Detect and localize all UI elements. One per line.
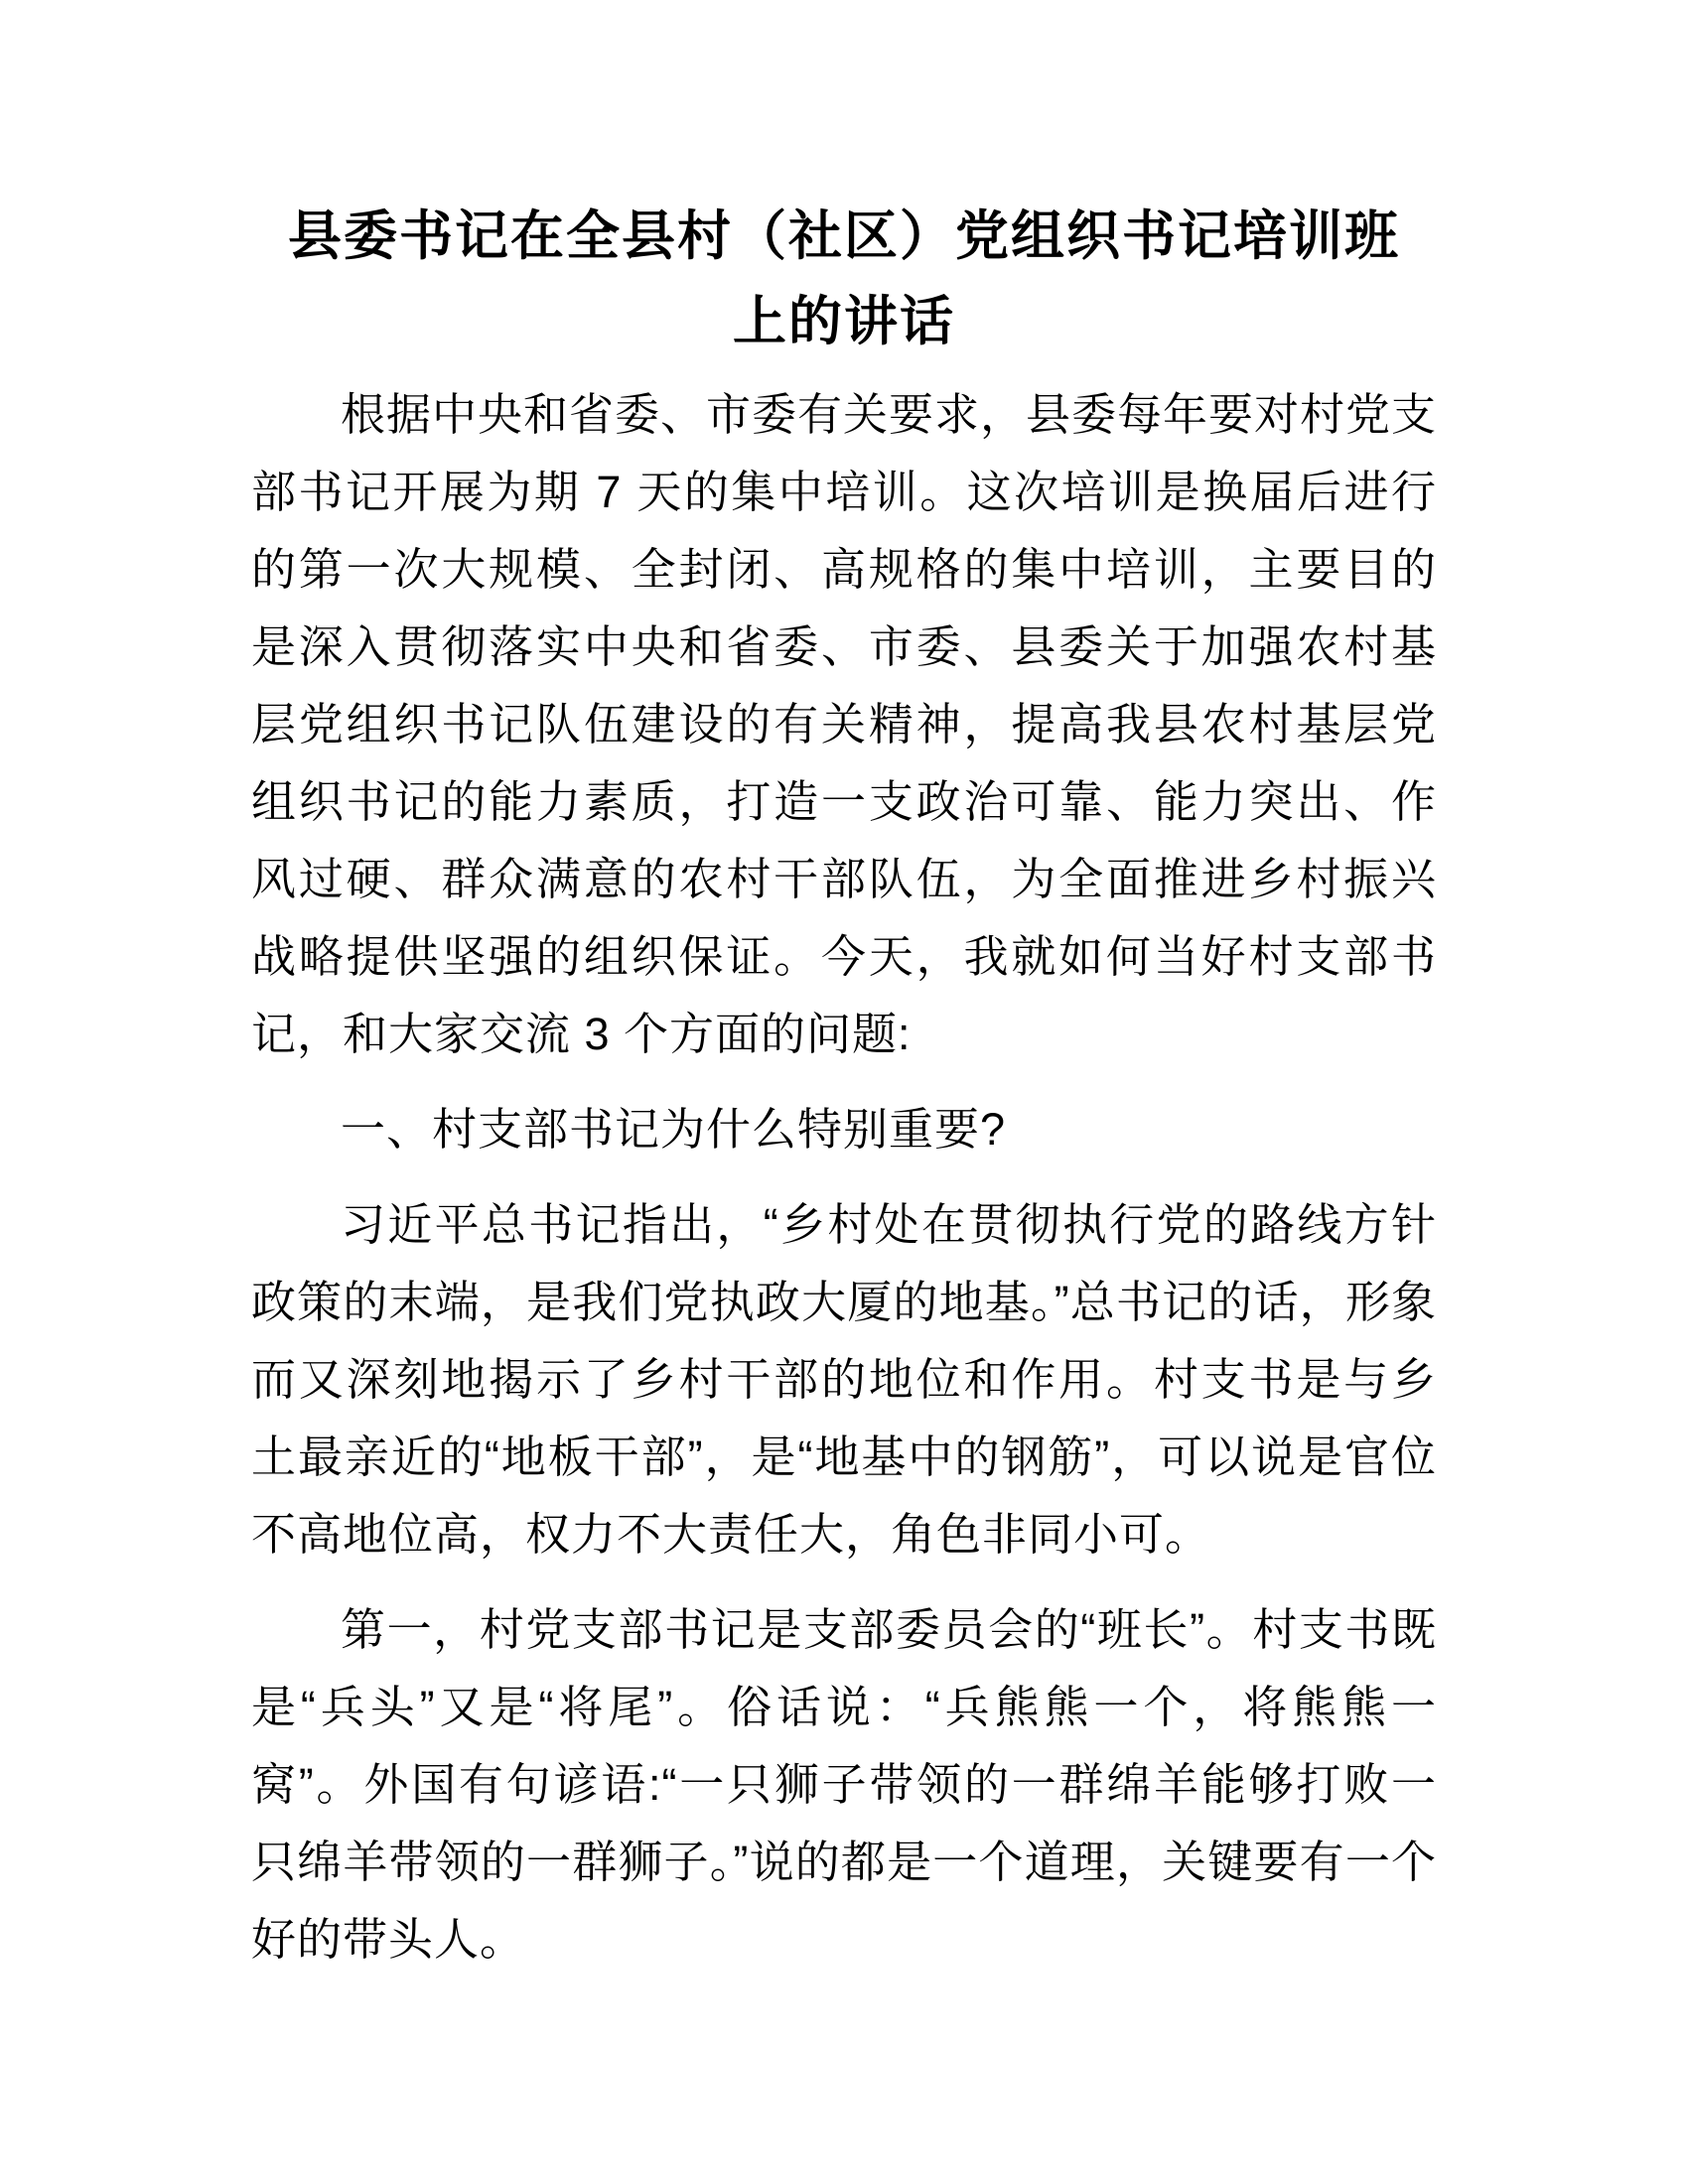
paragraph-intro: 根据中央和省委、市委有关要求，县委每年要对村党支部书记开展为期 7 天的集中培训。这次培训是换届后进行的第一次大规模、全封闭、高规格的集中培训，主要目的是深入贯彻落实中央和省委、市委、县委关于加强农村基层党组织书记队伍建设的有关精神，提高我县农村基层党组织书记的能力素质，打造一支政治可靠、能力突出、作风过硬、群众满意的农村干部队伍，为全面推进乡村振兴战略提供坚强的组织保证。今天，我就如何当好村支部书记，和大家交流 3 个方面的问题:	[251, 389, 1438, 1059]
paragraph-quote: 习近平总书记指出，“乡村处在贯彻执行党的路线方针政策的末端，是我们党执政大厦的地基。”总书记的话，形象而又深刻地揭示了乡村干部的地位和作用。村支书是与乡土最亲近的“地板干部”，是“地基中的钢筋”，可以说是官位不高地位高，权力不大责任大，角色非同小可。	[251, 1199, 1437, 1560]
document-body	[251, 376, 1437, 1979]
title-line-2: 上的讲话	[733, 292, 955, 351]
title-line-1: 县委书记在全县村（社区）党组织书记培训班	[288, 206, 1400, 266]
paragraph-first-point: 第一，村党支部书记是支部委员会的“班长”。村支书既是“兵头”又是“将尾”。俗话说：“兵熊熊一个，将熊熊一窝”。外国有句谚语:“一只狮子带领的一群绵羊能够打败一只绵羊带领的一群狮子。”说的都是一个道理，关键要有一个好的带头人。	[251, 1604, 1437, 1965]
document-title	[251, 194, 1437, 364]
section-heading-1: 一、村支部书记为什么特别重要?	[341, 1104, 1007, 1155]
